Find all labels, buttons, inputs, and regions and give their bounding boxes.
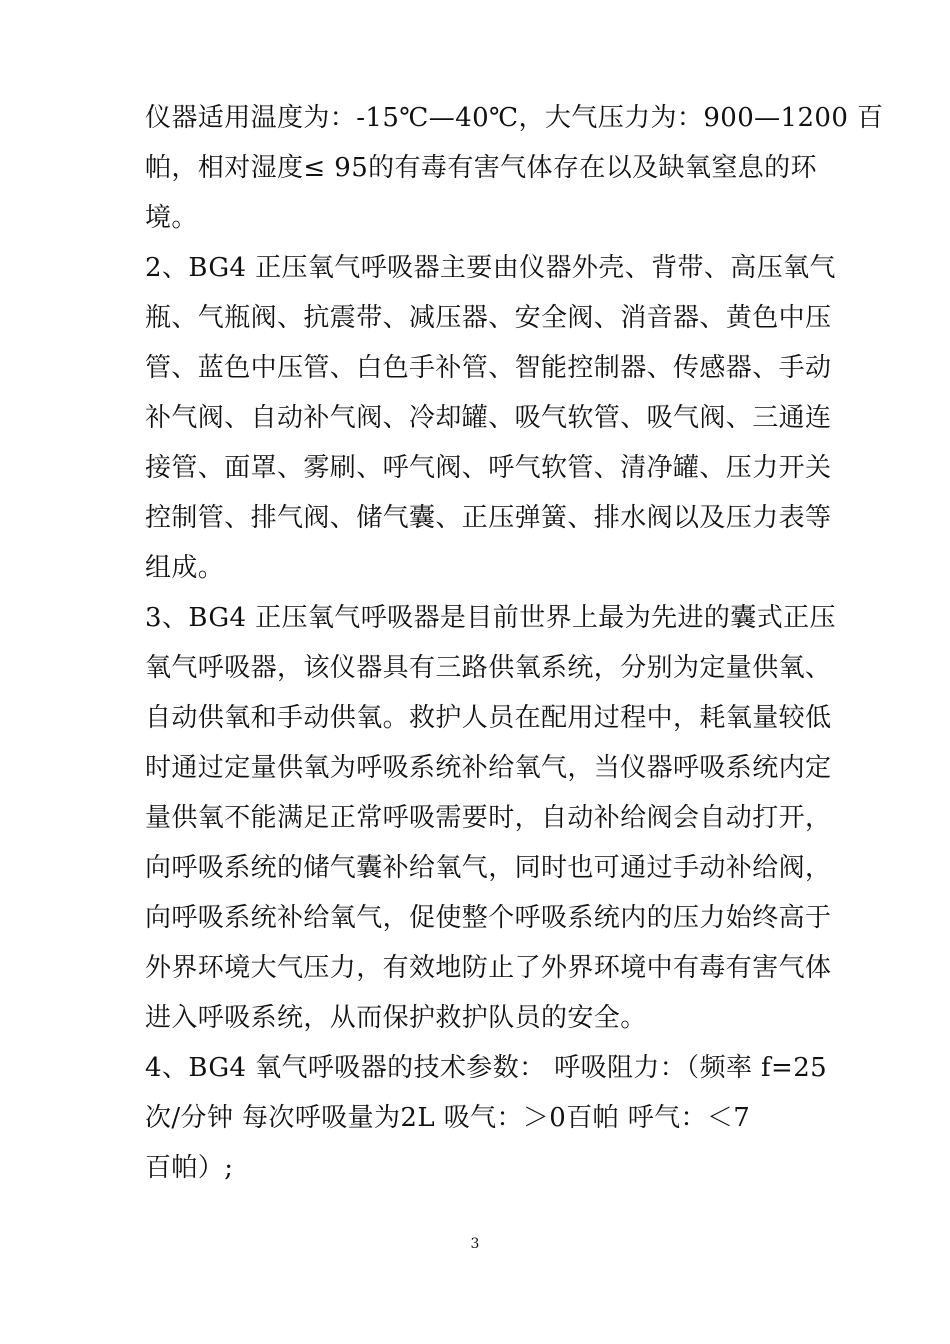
page-number: 3	[470, 1236, 480, 1252]
text-line: 向呼吸系统补给氧气，促使整个呼吸系统内的压力始终高于	[145, 903, 832, 933]
text-line: 3、BG4 正压氧气呼吸器是目前世界上最为先进的囊式正压	[145, 603, 836, 633]
text-line: 时通过定量供氧为呼吸系统补给氧气，当仪器呼吸系统内定	[145, 753, 832, 783]
text-line: 控制管、排气阀、储气囊、正压弹簧、排水阀以及压力表等	[145, 503, 832, 533]
text-line: 仪器适用温度为：-15℃—40℃，大气压力为：900—1200 百	[145, 103, 884, 133]
text-line: 管、蓝色中压管、白色手补管、智能控制器、传感器、手动	[145, 353, 832, 383]
text-line: 境。	[145, 203, 198, 233]
text-line: 自动供氧和手动供氧。救护人员在配用过程中，耗氧量较低	[145, 703, 832, 733]
text-line: 4、BG4 氧气呼吸器的技术参数： 呼吸阻力：（频率 f=25	[145, 1053, 828, 1083]
text-line: 氧气呼吸器，该仪器具有三路供氧系统，分别为定量供氧、	[145, 653, 832, 683]
text-line: 百帕）;	[145, 1153, 234, 1183]
text-line: 外界环境大气压力，有效地防止了外界环境中有毒有害气体	[145, 953, 832, 983]
text-line: 进入呼吸系统，从而保护救护队员的安全。	[145, 1003, 647, 1033]
text-line: 量供氧不能满足正常呼吸需要时，自动补给阀会自动打开，	[145, 803, 832, 833]
text-line: 接管、面罩、雾刷、呼气阀、呼气软管、清净罐、压力开关	[145, 453, 832, 483]
text-line: 次/分钟 每次呼吸量为2L 吸气：＞0百帕 呼气：＜7	[145, 1103, 751, 1133]
text-line: 补气阀、自动补气阀、冷却罐、吸气软管、吸气阀、三通连	[145, 403, 832, 433]
text-line: 瓶、气瓶阀、抗震带、减压器、安全阀、消音器、黄色中压	[145, 303, 832, 333]
text-line: 向呼吸系统的储气囊补给氧气，同时也可通过手动补给阀，	[145, 853, 832, 883]
text-line: 2、BG4 正压氧气呼吸器主要由仪器外壳、背带、高压氧气	[145, 253, 836, 283]
text-line: 组成。	[145, 553, 225, 583]
text-line: 帕，相对湿度≤ 95的有毒有害气体存在以及缺氧窒息的环	[145, 153, 817, 183]
